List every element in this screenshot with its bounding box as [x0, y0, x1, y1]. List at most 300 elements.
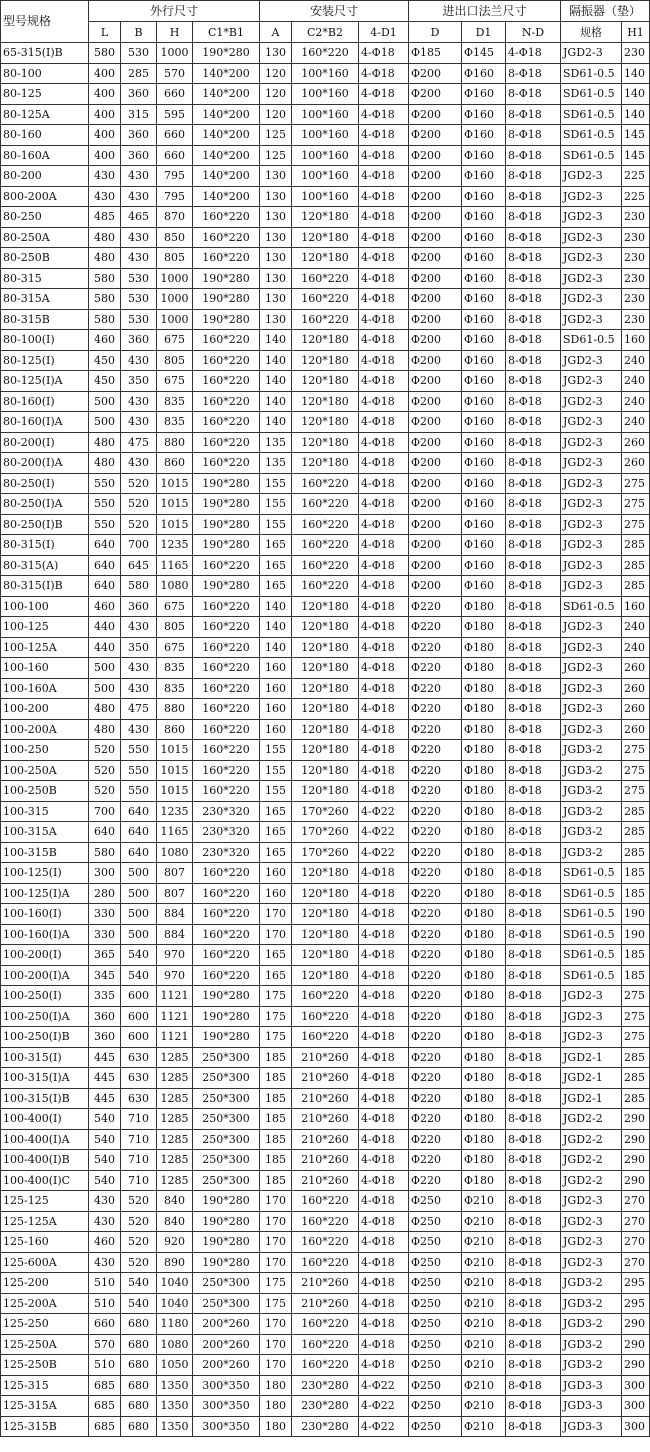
cell-4-d1: 4-Φ18: [359, 535, 409, 556]
cell-h: 795: [157, 166, 193, 187]
cell-h: 1235: [157, 801, 193, 822]
cell-n-d: 8-Φ18: [506, 494, 561, 515]
table-row: [1, 145, 650, 166]
cell-h1: 185: [622, 883, 650, 904]
cell-4-d1: 4-Φ18: [359, 1273, 409, 1294]
cell-model: 80-250(I): [1, 473, 89, 494]
cell-spec: JGD3-2: [561, 1334, 622, 1355]
cell-c2b2: 120*180: [292, 453, 359, 474]
cell-model: 125-315A: [1, 1396, 89, 1417]
cell-4-d1: 4-Φ18: [359, 330, 409, 351]
cell-a: 170: [260, 1314, 292, 1335]
cell-h1: 225: [622, 186, 650, 207]
cell-4-d1: 4-Φ18: [359, 1293, 409, 1314]
cell-a: 170: [260, 1334, 292, 1355]
cell-4-d1: 4-Φ18: [359, 125, 409, 146]
cell-l: 430: [89, 186, 121, 207]
cell-d1: Φ160: [462, 104, 506, 125]
cell-h: 1121: [157, 1006, 193, 1027]
cell-spec: JGD2-3: [561, 986, 622, 1007]
cell-spec: JGD2-1: [561, 1068, 622, 1089]
cell-h1: 240: [622, 637, 650, 658]
cell-c2b2: 170*260: [292, 801, 359, 822]
cell-c2b2: 120*180: [292, 227, 359, 248]
cell-b: 350: [121, 371, 157, 392]
cell-h1: 185: [622, 965, 650, 986]
cell-a: 180: [260, 1416, 292, 1437]
cell-h: 1285: [157, 1047, 193, 1068]
cell-l: 460: [89, 330, 121, 351]
cell-model: 80-315(A): [1, 555, 89, 576]
cell-d1: Φ160: [462, 432, 506, 453]
cell-4-d1: 4-Φ22: [359, 822, 409, 843]
cell-d1: Φ210: [462, 1396, 506, 1417]
cell-model: 100-200: [1, 699, 89, 720]
cell-model: 800-200A: [1, 186, 89, 207]
table-row: [1, 1355, 650, 1376]
cell-l: 430: [89, 1252, 121, 1273]
cell-model: 100-160: [1, 658, 89, 679]
cell-n-d: 8-Φ18: [506, 1396, 561, 1417]
cell-d: Φ220: [409, 1129, 462, 1150]
cell-model: 100-200A: [1, 719, 89, 740]
cell-d1: Φ160: [462, 494, 506, 515]
cell-l: 540: [89, 1170, 121, 1191]
cell-d: Φ250: [409, 1232, 462, 1253]
cell-h1: 275: [622, 986, 650, 1007]
table-row: [1, 945, 650, 966]
cell-l: 445: [89, 1047, 121, 1068]
cell-4-d1: 4-Φ18: [359, 596, 409, 617]
cell-c2b2: 160*220: [292, 576, 359, 597]
cell-spec: SD61-0.5: [561, 104, 622, 125]
cell-d: Φ200: [409, 453, 462, 474]
cell-l: 660: [89, 1314, 121, 1335]
cell-c1b1: 160*220: [193, 740, 260, 761]
cell-b: 360: [121, 330, 157, 351]
cell-model: 100-400(I)C: [1, 1170, 89, 1191]
cell-h: 1000: [157, 289, 193, 310]
cell-spec: JGD2-2: [561, 1170, 622, 1191]
cell-spec: JGD2-3: [561, 371, 622, 392]
cell-model: 125-250B: [1, 1355, 89, 1376]
cell-b: 680: [121, 1334, 157, 1355]
cell-a: 170: [260, 1191, 292, 1212]
cell-h1: 285: [622, 576, 650, 597]
cell-4-d1: 4-Φ18: [359, 781, 409, 802]
cell-l: 640: [89, 576, 121, 597]
cell-c1b1: 160*220: [193, 945, 260, 966]
cell-b: 640: [121, 842, 157, 863]
cell-a: 155: [260, 781, 292, 802]
cell-n-d: 8-Φ18: [506, 1150, 561, 1171]
cell-d1: Φ180: [462, 1027, 506, 1048]
cell-b: 580: [121, 576, 157, 597]
cell-c2b2: 160*220: [292, 1314, 359, 1335]
cell-a: 170: [260, 1211, 292, 1232]
cell-h: 1285: [157, 1068, 193, 1089]
cell-b: 430: [121, 719, 157, 740]
cell-c1b1: 160*220: [193, 227, 260, 248]
cell-h: 660: [157, 145, 193, 166]
table-row: [1, 1129, 650, 1150]
cell-d1: Φ210: [462, 1211, 506, 1232]
table-row: [1, 186, 650, 207]
cell-b: 500: [121, 904, 157, 925]
cell-c1b1: 250*300: [193, 1293, 260, 1314]
cell-c2b2: 120*180: [292, 658, 359, 679]
cell-c2b2: 120*180: [292, 904, 359, 925]
cell-n-d: 8-Φ18: [506, 1375, 561, 1396]
cell-a: 140: [260, 371, 292, 392]
cell-c2b2: 160*220: [292, 986, 359, 1007]
cell-d: Φ200: [409, 576, 462, 597]
cell-c1b1: 160*220: [193, 760, 260, 781]
cell-4-d1: 4-Φ18: [359, 1027, 409, 1048]
cell-d1: Φ180: [462, 801, 506, 822]
cell-a: 140: [260, 596, 292, 617]
cell-n-d: 8-Φ18: [506, 412, 561, 433]
cell-n-d: 8-Φ18: [506, 576, 561, 597]
cell-model: 80-160(I): [1, 391, 89, 412]
cell-d: Φ220: [409, 699, 462, 720]
cell-c1b1: 190*280: [193, 1252, 260, 1273]
cell-h1: 230: [622, 43, 650, 64]
cell-h1: 300: [622, 1375, 650, 1396]
cell-4-d1: 4-Φ18: [359, 760, 409, 781]
cell-h1: 285: [622, 822, 650, 843]
cell-h: 805: [157, 248, 193, 269]
cell-b: 475: [121, 699, 157, 720]
cell-spec: JGD3-2: [561, 1355, 622, 1376]
table-row: [1, 227, 650, 248]
cell-a: 185: [260, 1047, 292, 1068]
cell-h: 1015: [157, 514, 193, 535]
cell-n-d: 8-Φ18: [506, 965, 561, 986]
cell-a: 165: [260, 822, 292, 843]
cell-d: Φ200: [409, 330, 462, 351]
cell-l: 640: [89, 535, 121, 556]
cell-d1: Φ180: [462, 781, 506, 802]
cell-l: 550: [89, 514, 121, 535]
cell-h: 1015: [157, 760, 193, 781]
cell-d: Φ250: [409, 1273, 462, 1294]
table-row: [1, 473, 650, 494]
table-row: [1, 781, 650, 802]
cell-c1b1: 200*260: [193, 1355, 260, 1376]
cell-h: 675: [157, 596, 193, 617]
cell-h: 807: [157, 863, 193, 884]
cell-b: 530: [121, 289, 157, 310]
cell-c2b2: 210*260: [292, 1088, 359, 1109]
cell-c2b2: 100*160: [292, 63, 359, 84]
table-row: [1, 432, 650, 453]
cell-b: 710: [121, 1129, 157, 1150]
cell-h1: 290: [622, 1334, 650, 1355]
cell-l: 520: [89, 760, 121, 781]
cell-c2b2: 160*220: [292, 494, 359, 515]
cell-b: 600: [121, 1006, 157, 1027]
cell-model: 100-315: [1, 801, 89, 822]
cell-n-d: 8-Φ18: [506, 1170, 561, 1191]
cell-c1b1: 140*200: [193, 145, 260, 166]
cell-c1b1: 160*220: [193, 637, 260, 658]
cell-c2b2: 160*220: [292, 289, 359, 310]
cell-d1: Φ160: [462, 207, 506, 228]
cell-model: 100-250A: [1, 760, 89, 781]
cell-c2b2: 120*180: [292, 965, 359, 986]
cell-model: 100-250(I): [1, 986, 89, 1007]
cell-d1: Φ160: [462, 330, 506, 351]
cell-a: 165: [260, 945, 292, 966]
cell-h1: 290: [622, 1170, 650, 1191]
table-row: [1, 904, 650, 925]
cell-h: 920: [157, 1232, 193, 1253]
cell-d: Φ220: [409, 904, 462, 925]
cell-4-d1: 4-Φ22: [359, 842, 409, 863]
table-row: [1, 166, 650, 187]
cell-h: 1235: [157, 535, 193, 556]
cell-c2b2: 100*160: [292, 166, 359, 187]
cell-a: 175: [260, 986, 292, 1007]
cell-d: Φ220: [409, 883, 462, 904]
cell-n-d: 8-Φ18: [506, 371, 561, 392]
table-row: [1, 555, 650, 576]
cell-spec: JGD2-3: [561, 227, 622, 248]
cell-a: 175: [260, 1293, 292, 1314]
cell-spec: JGD2-3: [561, 514, 622, 535]
cell-n-d: 8-Φ18: [506, 822, 561, 843]
cell-h: 870: [157, 207, 193, 228]
cell-a: 135: [260, 453, 292, 474]
cell-c2b2: 120*180: [292, 596, 359, 617]
cell-a: 165: [260, 965, 292, 986]
cell-h: 835: [157, 412, 193, 433]
cell-a: 165: [260, 535, 292, 556]
cell-n-d: 4-Φ18: [506, 43, 561, 64]
cell-d: Φ200: [409, 555, 462, 576]
cell-d: Φ220: [409, 1109, 462, 1130]
cell-d: Φ220: [409, 1047, 462, 1068]
cell-c1b1: 190*280: [193, 986, 260, 1007]
cell-c2b2: 100*160: [292, 104, 359, 125]
cell-a: 155: [260, 514, 292, 535]
cell-h1: 260: [622, 699, 650, 720]
cell-n-d: 8-Φ18: [506, 1293, 561, 1314]
cell-l: 480: [89, 248, 121, 269]
cell-n-d: 8-Φ18: [506, 1047, 561, 1068]
cell-l: 500: [89, 678, 121, 699]
cell-d: Φ220: [409, 945, 462, 966]
cell-spec: JGD3-3: [561, 1416, 622, 1437]
cell-d: Φ200: [409, 350, 462, 371]
cell-b: 430: [121, 412, 157, 433]
cell-c2b2: 230*280: [292, 1416, 359, 1437]
cell-d1: Φ180: [462, 658, 506, 679]
cell-l: 330: [89, 924, 121, 945]
cell-n-d: 8-Φ18: [506, 883, 561, 904]
cell-spec: SD61-0.5: [561, 904, 622, 925]
cell-c1b1: 190*280: [193, 268, 260, 289]
cell-4-d1: 4-Φ18: [359, 945, 409, 966]
cell-c1b1: 160*220: [193, 863, 260, 884]
cell-d1: Φ160: [462, 309, 506, 330]
cell-4-d1: 4-Φ18: [359, 1006, 409, 1027]
cell-4-d1: 4-Φ22: [359, 1396, 409, 1417]
cell-d1: Φ160: [462, 248, 506, 269]
cell-model: 80-315B: [1, 309, 89, 330]
cell-c1b1: 190*280: [193, 1006, 260, 1027]
table-row: [1, 207, 650, 228]
cell-b: 285: [121, 63, 157, 84]
cell-n-d: 8-Φ18: [506, 84, 561, 105]
cell-model: 100-400(I)B: [1, 1150, 89, 1171]
cell-spec: SD61-0.5: [561, 863, 622, 884]
cell-4-d1: 4-Φ18: [359, 658, 409, 679]
table-row: [1, 125, 650, 146]
cell-n-d: 8-Φ18: [506, 596, 561, 617]
cell-n-d: 8-Φ18: [506, 63, 561, 84]
cell-4-d1: 4-Φ18: [359, 1334, 409, 1355]
cell-b: 430: [121, 227, 157, 248]
cell-d: Φ250: [409, 1191, 462, 1212]
cell-n-d: 8-Φ18: [506, 186, 561, 207]
cell-d1: Φ210: [462, 1416, 506, 1437]
cell-d: Φ250: [409, 1334, 462, 1355]
cell-l: 540: [89, 1129, 121, 1150]
cell-d1: Φ160: [462, 453, 506, 474]
cell-h1: 140: [622, 104, 650, 125]
cell-n-d: 8-Φ18: [506, 1068, 561, 1089]
cell-a: 130: [260, 289, 292, 310]
cell-b: 520: [121, 1252, 157, 1273]
cell-h: 1350: [157, 1396, 193, 1417]
cell-c1b1: 160*220: [193, 248, 260, 269]
cell-b: 630: [121, 1088, 157, 1109]
cell-n-d: 8-Φ18: [506, 125, 561, 146]
cell-d1: Φ160: [462, 289, 506, 310]
cell-4-d1: 4-Φ18: [359, 473, 409, 494]
cell-h1: 240: [622, 350, 650, 371]
cell-c1b1: 190*280: [193, 43, 260, 64]
cell-d1: Φ180: [462, 1068, 506, 1089]
table-row: [1, 330, 650, 351]
cell-4-d1: 4-Φ22: [359, 1416, 409, 1437]
table-row: [1, 1273, 650, 1294]
cell-d1: Φ160: [462, 555, 506, 576]
cell-h: 1015: [157, 473, 193, 494]
cell-spec: JGD2-3: [561, 412, 622, 433]
cell-h1: 275: [622, 1006, 650, 1027]
cell-a: 130: [260, 248, 292, 269]
cell-h: 835: [157, 678, 193, 699]
cell-a: 140: [260, 391, 292, 412]
cell-h1: 260: [622, 453, 650, 474]
cell-spec: JGD3-3: [561, 1375, 622, 1396]
cell-d1: Φ160: [462, 63, 506, 84]
cell-n-d: 8-Φ18: [506, 842, 561, 863]
cell-c2b2: 160*220: [292, 535, 359, 556]
cell-d1: Φ210: [462, 1191, 506, 1212]
cell-c1b1: 230*320: [193, 822, 260, 843]
cell-n-d: 8-Φ18: [506, 1355, 561, 1376]
cell-model: 100-315(I)B: [1, 1088, 89, 1109]
cell-c1b1: 250*300: [193, 1088, 260, 1109]
cell-h1: 140: [622, 63, 650, 84]
table-row: [1, 965, 650, 986]
cell-n-d: 8-Φ18: [506, 1232, 561, 1253]
table-row: [1, 514, 650, 535]
cell-d1: Φ180: [462, 945, 506, 966]
cell-a: 140: [260, 330, 292, 351]
cell-h1: 290: [622, 1355, 650, 1376]
cell-c2b2: 160*220: [292, 555, 359, 576]
cell-b: 600: [121, 986, 157, 1007]
cell-d1: Φ180: [462, 617, 506, 638]
cell-l: 400: [89, 104, 121, 125]
cell-h1: 230: [622, 289, 650, 310]
table-row: [1, 1191, 650, 1212]
table-row: [1, 1088, 650, 1109]
cell-h: 1080: [157, 576, 193, 597]
cell-c2b2: 120*180: [292, 781, 359, 802]
cell-h: 970: [157, 965, 193, 986]
cell-d: Φ220: [409, 965, 462, 986]
cell-d1: Φ160: [462, 412, 506, 433]
cell-4-d1: 4-Φ18: [359, 453, 409, 474]
cell-b: 465: [121, 207, 157, 228]
table-row: [1, 63, 650, 84]
cell-model: 100-250: [1, 740, 89, 761]
cell-4-d1: 4-Φ18: [359, 166, 409, 187]
cell-4-d1: 4-Φ18: [359, 576, 409, 597]
cell-spec: JGD3-2: [561, 760, 622, 781]
cell-4-d1: 4-Φ18: [359, 986, 409, 1007]
table-row: [1, 289, 650, 310]
header-n-d: N-D: [506, 22, 561, 43]
header-spec: 规格: [561, 22, 622, 43]
cell-b: 680: [121, 1314, 157, 1335]
cell-c2b2: 160*220: [292, 1027, 359, 1048]
cell-c2b2: 120*180: [292, 760, 359, 781]
cell-n-d: 8-Φ18: [506, 535, 561, 556]
cell-a: 160: [260, 883, 292, 904]
cell-h: 884: [157, 924, 193, 945]
cell-a: 165: [260, 801, 292, 822]
cell-spec: JGD2-3: [561, 350, 622, 371]
cell-spec: JGD2-3: [561, 166, 622, 187]
cell-d: Φ200: [409, 432, 462, 453]
cell-h: 1285: [157, 1129, 193, 1150]
cell-c1b1: 200*260: [193, 1314, 260, 1335]
cell-l: 360: [89, 1027, 121, 1048]
cell-b: 520: [121, 514, 157, 535]
table-row: [1, 924, 650, 945]
cell-d1: Φ180: [462, 1129, 506, 1150]
header-d1: D1: [462, 22, 506, 43]
cell-d: Φ220: [409, 1006, 462, 1027]
cell-n-d: 8-Φ18: [506, 637, 561, 658]
cell-c1b1: 160*220: [193, 432, 260, 453]
cell-l: 520: [89, 781, 121, 802]
table-row: [1, 699, 650, 720]
cell-h: 1121: [157, 986, 193, 1007]
cell-d1: Φ210: [462, 1334, 506, 1355]
cell-n-d: 8-Φ18: [506, 1088, 561, 1109]
cell-n-d: 8-Φ18: [506, 166, 561, 187]
cell-d: Φ250: [409, 1293, 462, 1314]
cell-l: 480: [89, 453, 121, 474]
